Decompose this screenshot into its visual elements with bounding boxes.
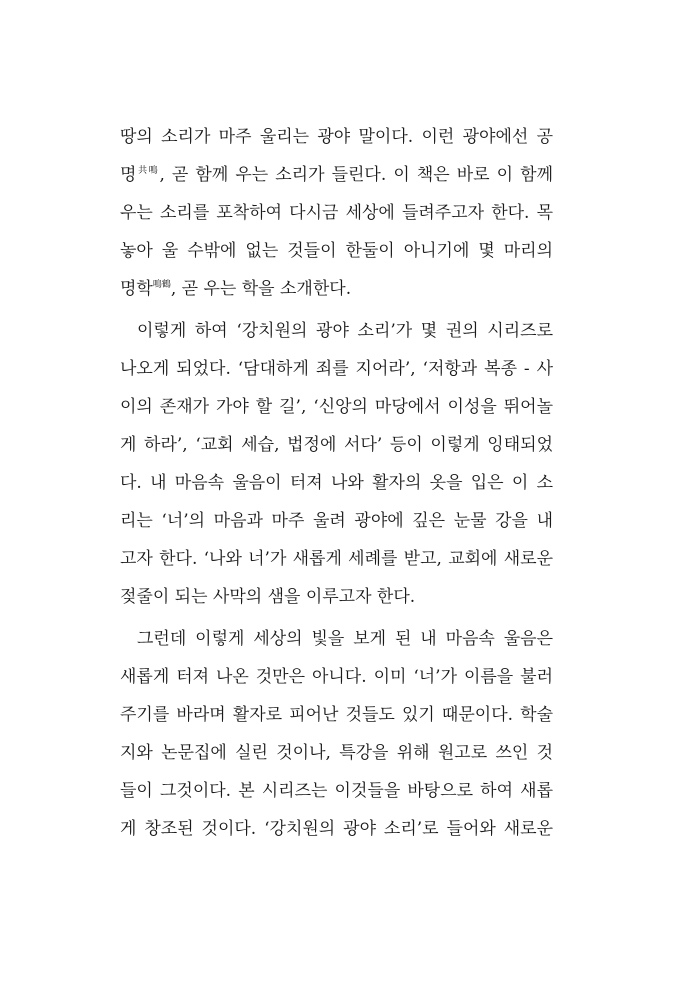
text-line: 그런데 이렇게 세상의 빛을 보게 된 내 마음속 울음은	[137, 629, 553, 649]
text-line: 놓아 울 수밖에 없는 것들이 한둘이 아니기에 몇 마리의	[120, 241, 553, 261]
text-line: 게 하라’, ‘교회 세습, 법정에 서다’ 등이 이렇게 잉태되었	[120, 435, 553, 455]
text-line: 주기를 바라며 활자로 피어난 것들도 있기 때문이다. 학술	[120, 705, 553, 725]
paragraph-3	[120, 620, 553, 848]
text-line: 나오게 되었다. ‘담대하게 죄를 지어라’, ‘저항과 복종 - 사	[120, 359, 553, 379]
text-line: 게 창조된 것이다. ‘강치원의 광야 소리’로 들어와 새로운	[120, 819, 553, 839]
text-line: 이의 존재가 가야 할 길’, ‘신앙의 마당에서 이성을 뛰어놀	[120, 397, 553, 417]
text-line: 고자 한다. ‘나와 너’가 새롭게 세례를 받고, 교회에 새로운	[120, 549, 553, 569]
text-line: 들이 그것이다. 본 시리즈는 이것들을 바탕으로 하여 새롭	[120, 781, 553, 801]
text-line: 새롭게 터져 나온 것만은 아니다. 이미 ‘너’가 이름을 불러	[120, 667, 553, 687]
text-line: 다. 내 마음속 울음이 터져 나와 활자의 옷을 입은 이 소	[120, 473, 553, 493]
text-line: 우는 소리를 포착하여 다시금 세상에 들려주고자 한다. 목	[120, 203, 553, 223]
text-line: 지와 논문집에 실린 것이나, 특강을 위해 원고로 쓰인 것	[120, 743, 553, 763]
text-line: 리는 ‘너’의 마음과 마주 울려 광야에 깊은 눈물 강을 내	[120, 511, 553, 531]
text-line: 이렇게 하여 ‘강치원의 광야 소리’가 몇 권의 시리즈로	[137, 321, 553, 341]
text-line: 명$^{共鳴}$, 곧 함께 우는 소리가 들린다. 이 책은 바로 이 함께	[120, 165, 553, 185]
hanja-annotation: 共鳴	[136, 166, 160, 176]
paragraph-2	[120, 312, 553, 616]
hanja-annotation: 鳴鶴	[152, 280, 171, 290]
document-page	[120, 118, 553, 852]
text-line: 땅의 소리가 마주 울리는 광야 말이다. 이런 광야에선 공	[120, 127, 553, 147]
paragraph-1	[120, 118, 553, 308]
text-line: 젖줄이 되는 사막의 샘을 이루고자 한다.	[120, 587, 416, 607]
text-line: 명학$^{鳴鶴}$, 곧 우는 학을 소개한다.	[120, 279, 352, 299]
